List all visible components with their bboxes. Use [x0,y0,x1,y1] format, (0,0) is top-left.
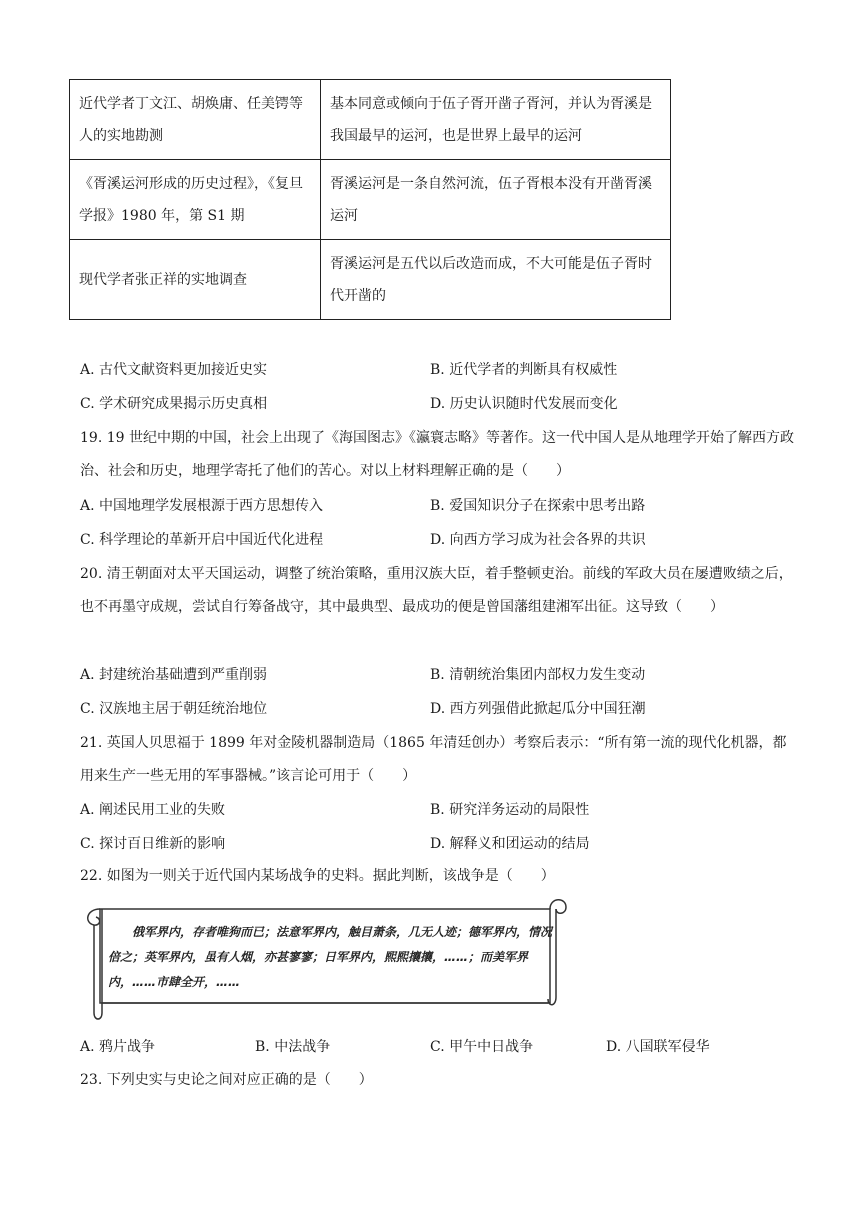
q21-option-a[interactable]: A. 阐述民用工业的失败 [80,802,226,818]
q19-option-d[interactable]: D. 向西方学习成为社会各界的共识 [430,532,646,548]
q20-option-c[interactable]: C. 汉族地主居于朝廷统治地位 [80,701,268,717]
q20-option-d[interactable]: D. 西方列强借此掀起瓜分中国狂潮 [430,701,646,717]
table-row [70,160,671,240]
q20-stem: 20. 清王朝面对太平天国运动，调整了统治策略，重用汉族大臣，着手整顿吏治。前线的军政大员在屡遭败绩之后，也不再墨守成规，尝试自行筹备战守，其中最典型、最成功的便是曾国藩组建湘军出征。这导致（ ） [80,566,793,615]
q21-option-d[interactable]: D. 解释义和团运动的结局 [430,836,590,852]
q18-option-a[interactable]: A. 古代文献资料更加接近史实 [80,362,268,378]
table-cell-source: 近代学者丁文江、胡焕庸、任美锷等人的实地勘测 [70,80,321,160]
q19-stem: 19. 19 世纪中期的中国，社会上出现了《海国图志》《瀛寰志略》等著作。这一代中国人是从地理学开始了解西方政治、社会和历史，地理学寄托了他们的苦心。对以上材料理解正确的是（ ） [80,430,794,479]
q18-option-d[interactable]: D. 历史认识随时代发展而变化 [430,396,618,412]
q23-stem: 23. 下列史实与史论之间对应正确的是（ ） [80,1072,373,1088]
q21-option-b[interactable]: B. 研究洋务运动的局限性 [430,802,590,818]
table-cell-view: 胥溪运河是五代以后改造而成，不大可能是伍子胥时代开凿的 [321,240,671,320]
q21-stem: 21. 英国人贝思福于 1899 年对金陵机器制造局（1865 年清廷创办）考察后表示：“所有第一流的现代化机器，都用来生产一些无用的军事器械。”该言论可用于（ ） [80,735,787,784]
q19-option-a[interactable]: A. 中国地理学发展根源于西方思想传入 [80,498,324,514]
q22-option-a[interactable]: A. 鸦片战争 [80,1039,156,1055]
q19-option-b[interactable]: B. 爱国知识分子在探索中思考出路 [430,498,646,514]
table-row [70,240,671,320]
table-cell-source: 现代学者张正祥的实地调查 [70,240,321,320]
q22-stem: 22. 如图为一则关于近代国内某场战争的史料。据此判断，该战争是（ ） [80,868,555,884]
table-row [70,80,671,160]
table-cell-source: 《胥溪运河形成的历史过程》，《复旦学报》1980 年，第 S1 期 [70,160,321,240]
table-cell-view: 基本同意或倾向于伍子胥开凿子胥河，并认为胥溪是我国最早的运河，也是世界上最早的运河 [321,80,671,160]
q18-option-c[interactable]: C. 学术研究成果揭示历史真相 [80,396,268,412]
q21-option-c[interactable]: C. 探讨百日维新的影响 [80,836,226,852]
q22-option-d[interactable]: D. 八国联军侵华 [606,1039,710,1055]
q20-option-a[interactable]: A. 封建统治基础遭到严重削弱 [80,667,268,683]
q19-option-c[interactable]: C. 科学理论的革新开启中国近代化进程 [80,532,324,548]
table-cell-view: 胥溪运河是一条自然河流，伍子胥根本没有开凿胥溪运河 [321,160,671,240]
q20-option-b[interactable]: B. 清朝统治集团内部权力发生变动 [430,667,646,683]
scroll-quote: 俄军界内，存者唯狗而已；法意军界内，触目萧条，几无人迹；德军界内，情况倍之；英军界内，虽有人烟，亦甚寥寥；日军界内，熙熙攘攘，……；而美军界内，……市肆全开，…… [108,925,553,989]
q22-option-c[interactable]: C. 甲午中日战争 [430,1039,534,1055]
source-view-table [69,79,671,320]
q18-option-b[interactable]: B. 近代学者的判断具有权威性 [430,362,618,378]
q22-option-b[interactable]: B. 中法战争 [255,1039,331,1055]
